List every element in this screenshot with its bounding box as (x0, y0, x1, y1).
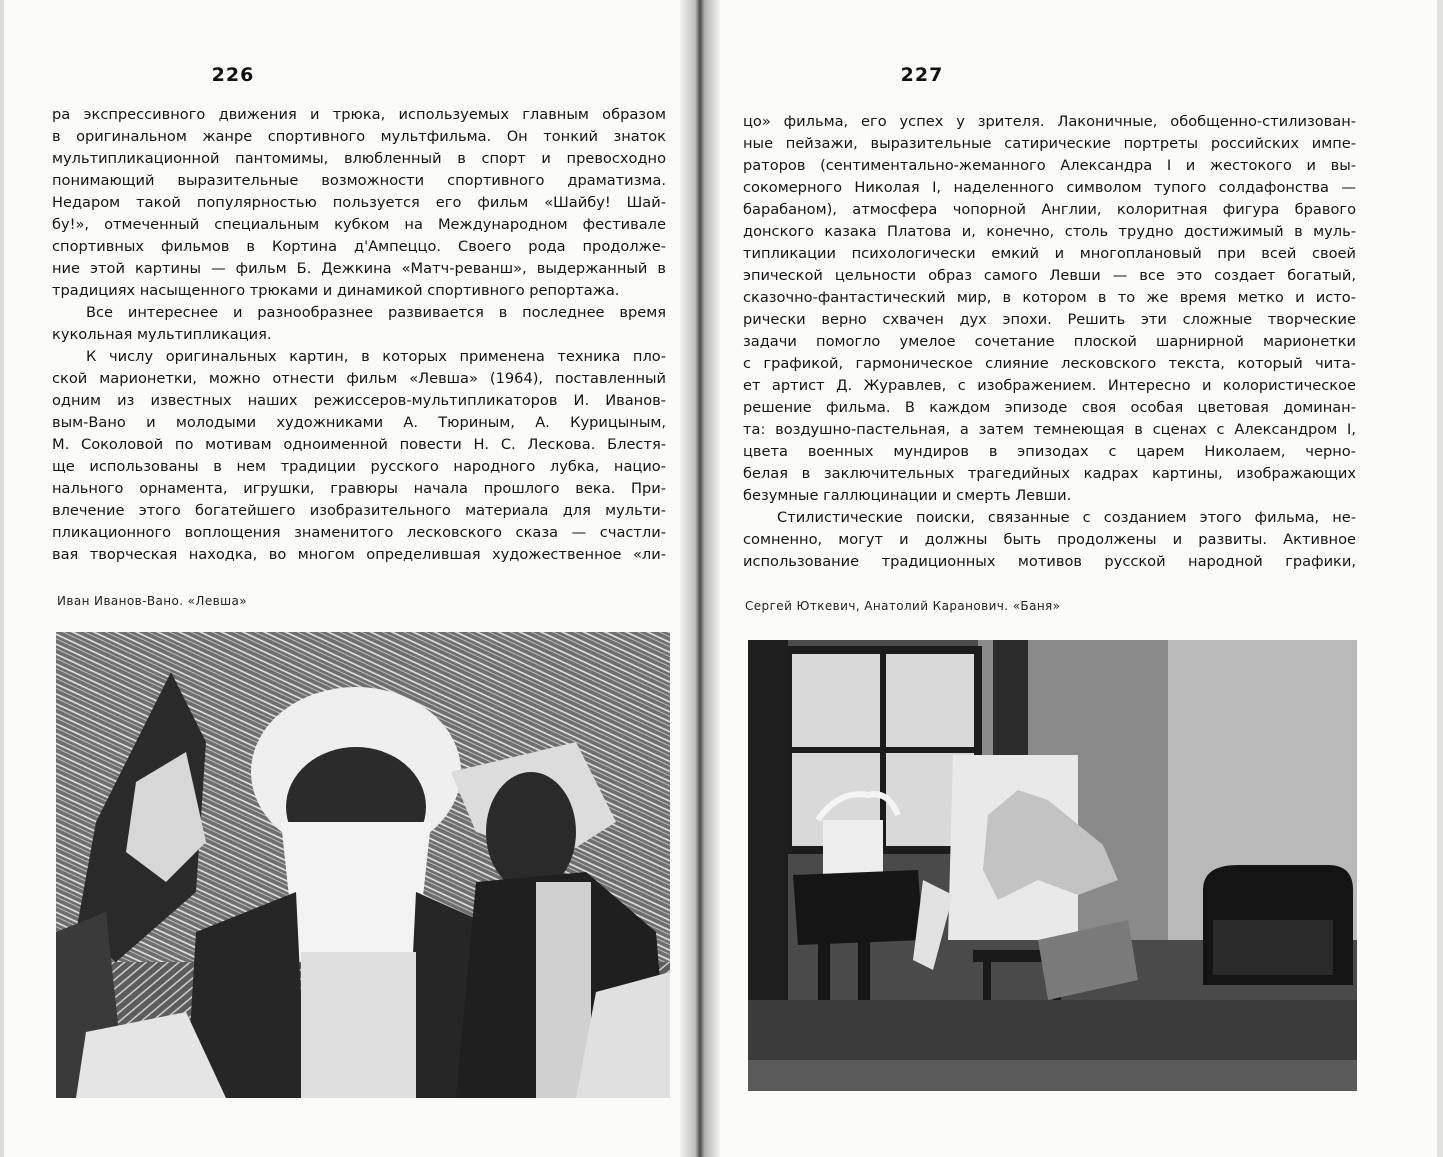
text-line: вым-Вано и молодыми художниками А. Тюриным, А. Курицыным, (52, 414, 666, 431)
text-line: М. Соколовой по мотивам одноименной повести Н. С. Лескова. Блестя- (52, 436, 666, 453)
text-line: рически верно схвачен дух эпохи. Решить эти сложные творческие (743, 311, 1356, 328)
text-line: безумные галлюцинации и смерть Левши. (743, 487, 1072, 504)
figure-caption: Сергей Юткевич, Анатолий Каранович. «Баня» (745, 599, 1061, 613)
text-line: задачи помогло умелое сочетание плоской шарнирной марионетки (743, 333, 1356, 350)
text-line: раторов (сентиментально-жеманного Александра I и жестокого и вы- (743, 157, 1356, 174)
paragraph (52, 346, 666, 566)
text-line: сказочно-фантастический мир, в котором в то же время метко и исто- (743, 289, 1356, 306)
text-line: ще использованы в нем традиции русского народного лубка, нацио- (52, 458, 666, 475)
text-line: понимающий выразительные возможности спортивного драматизма. (52, 172, 666, 189)
text-line: Стилистические поиски, связанные с созданием этого фильма, не- (777, 509, 1356, 526)
text-line: с графикой, гармоническое слияние лесковского текста, который чита- (743, 355, 1356, 372)
text-line: ние этой картины — фильм Б. Дежкина «Матч-реванш», выдержанный в (52, 260, 666, 277)
text-line: использование традиционных мотивов русской народной графики, (743, 553, 1356, 570)
left-page (0, 0, 698, 1157)
text-line: типликации психологически емкий и многоплановый при всей своей (743, 245, 1356, 262)
text-line: ра экспрессивного движения и трюка, используемых главным образом (52, 106, 666, 123)
text-line: эпической цельности образ самого Левши — все это создает богатый, (743, 267, 1356, 284)
text-line: сокомерного Николая I, наделенного символом тупого солдафонства — (743, 179, 1356, 196)
page-edge (1437, 0, 1443, 1157)
film-still-banya (748, 640, 1357, 1091)
body-text (743, 111, 1356, 573)
text-line: цвета военных мундиров в эпизодах с царем Николаем, черно- (743, 443, 1356, 460)
text-line: кукольная мультипликация. (52, 326, 272, 343)
paragraph (52, 104, 666, 302)
text-line: ской марионетки, можно отнести фильм «Левша» (1964), поставленный (52, 370, 666, 387)
text-line: вая творческая находка, во многом определившая художественное «ли- (52, 546, 666, 563)
text-line: ет артист Д. Журавлев, с изображением. Интересно и колористическое (743, 377, 1356, 394)
text-line: барабаном), атмосфера чопорной Англии, колоритная фигура бравого (743, 201, 1356, 218)
paragraph (743, 507, 1356, 573)
text-line: решение фильма. В каждом эпизоде своя особая цветовая доминан- (743, 399, 1356, 416)
text-line: Недаром такой популярностью пользуется его фильм «Шайбу! Шай- (52, 194, 666, 211)
text-line: белая в заключительных трагедийных кадрах картины, изображающих (743, 465, 1356, 482)
figure-caption: Иван Иванов-Вано. «Левша» (57, 594, 247, 608)
text-line: мультипликационной пантомимы, влюбленный в спорт и превосходно (52, 150, 666, 167)
book-gutter (680, 0, 720, 1157)
text-line: донского казака Платова и, конечно, столь трудно достижимый в муль- (743, 223, 1356, 240)
text-line: ные пейзажи, выразительные сатирические портреты российских импе- (743, 135, 1356, 152)
page-edge (0, 0, 4, 1157)
text-line: бу!», отмеченный специальным кубком на Международном фестивале (52, 216, 666, 233)
text-line: традициях насыщенного трюками и динамикой спортивного репортажа. (52, 282, 620, 299)
text-line: К числу оригинальных картин, в которых применена техника пло- (86, 348, 666, 365)
body-text (52, 104, 666, 566)
text-line: в оригинальном жанре спортивного мультфильма. Он тонкий знаток (52, 128, 666, 145)
text-line: цо» фильма, его успех у зрителя. Лаконичные, обобщенно-стилизован- (743, 113, 1356, 130)
paragraph (52, 302, 666, 346)
text-line: пликационного воплощения знаменитого лесковского сказа — счастли- (52, 524, 666, 541)
text-line: одним из известных наших режиссеров-мультипликаторов И. Иванов- (52, 392, 666, 409)
page-number: 227 (900, 64, 944, 86)
film-still-levsha (56, 632, 670, 1098)
text-line: Все интереснее и разнообразнее развивается в последнее время (86, 304, 666, 321)
text-line: спортивных фильмов в Кортина д'Ампеццо. Своего рода продолже- (52, 238, 666, 255)
page-number: 226 (211, 64, 255, 86)
text-line: сомненно, могут и должны быть продолжены и развиты. Активное (743, 531, 1356, 548)
text-line: та: воздушно-пастельная, а затем темнеющая в сценах с Александром I, (743, 421, 1356, 438)
text-line: нального орнамента, игрушки, гравюры начала прошлого века. При- (52, 480, 666, 497)
text-line: влечение этого богатейшего изобразительного материала для мульти- (52, 502, 666, 519)
paragraph (743, 111, 1356, 507)
right-page (698, 0, 1443, 1157)
